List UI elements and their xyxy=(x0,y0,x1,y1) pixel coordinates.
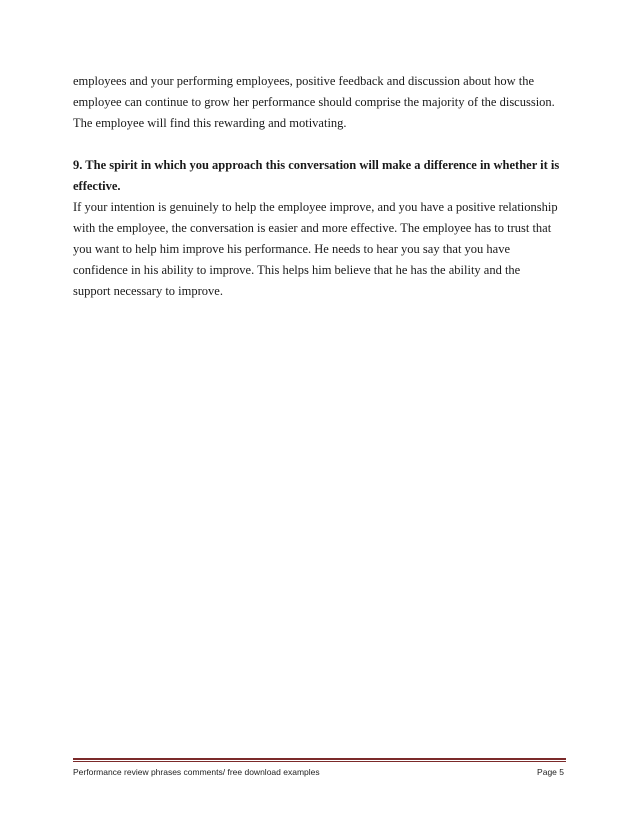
body-line: you want to help him improve his performance. He needs to hear you say that you have xyxy=(73,242,511,256)
page-number: Page 5 xyxy=(537,767,564,777)
body-line: with the employee, the conversation is easier and more effective. The employee has to trust that xyxy=(73,221,552,235)
footer-rule-thick xyxy=(73,758,566,760)
body-line: The employee will find this rewarding and motivating. xyxy=(73,116,347,130)
body-line: support necessary to improve. xyxy=(73,284,223,298)
heading-line: effective. xyxy=(73,179,121,193)
footer-rule-thin xyxy=(73,761,566,762)
body-line: employee can continue to grow her performance should comprise the majority of the discussion. xyxy=(73,95,555,109)
section-9-paragraph xyxy=(73,197,568,302)
section-heading-9 xyxy=(73,155,568,197)
page-body xyxy=(73,71,568,302)
body-line: If your intention is genuinely to help the employee improve, and you have a positive relationship xyxy=(73,200,558,214)
footer-title: Performance review phrases comments/ free download examples xyxy=(73,767,320,777)
paragraph-spacer xyxy=(73,134,568,155)
heading-line: 9. The spirit in which you approach this conversation will make a difference in whether it is xyxy=(73,158,560,172)
paragraph-continuation xyxy=(73,71,568,134)
body-line: employees and your performing employees, positive feedback and discussion about how the xyxy=(73,74,534,88)
body-line: confidence in his ability to improve. This helps him believe that he has the ability and the xyxy=(73,263,521,277)
